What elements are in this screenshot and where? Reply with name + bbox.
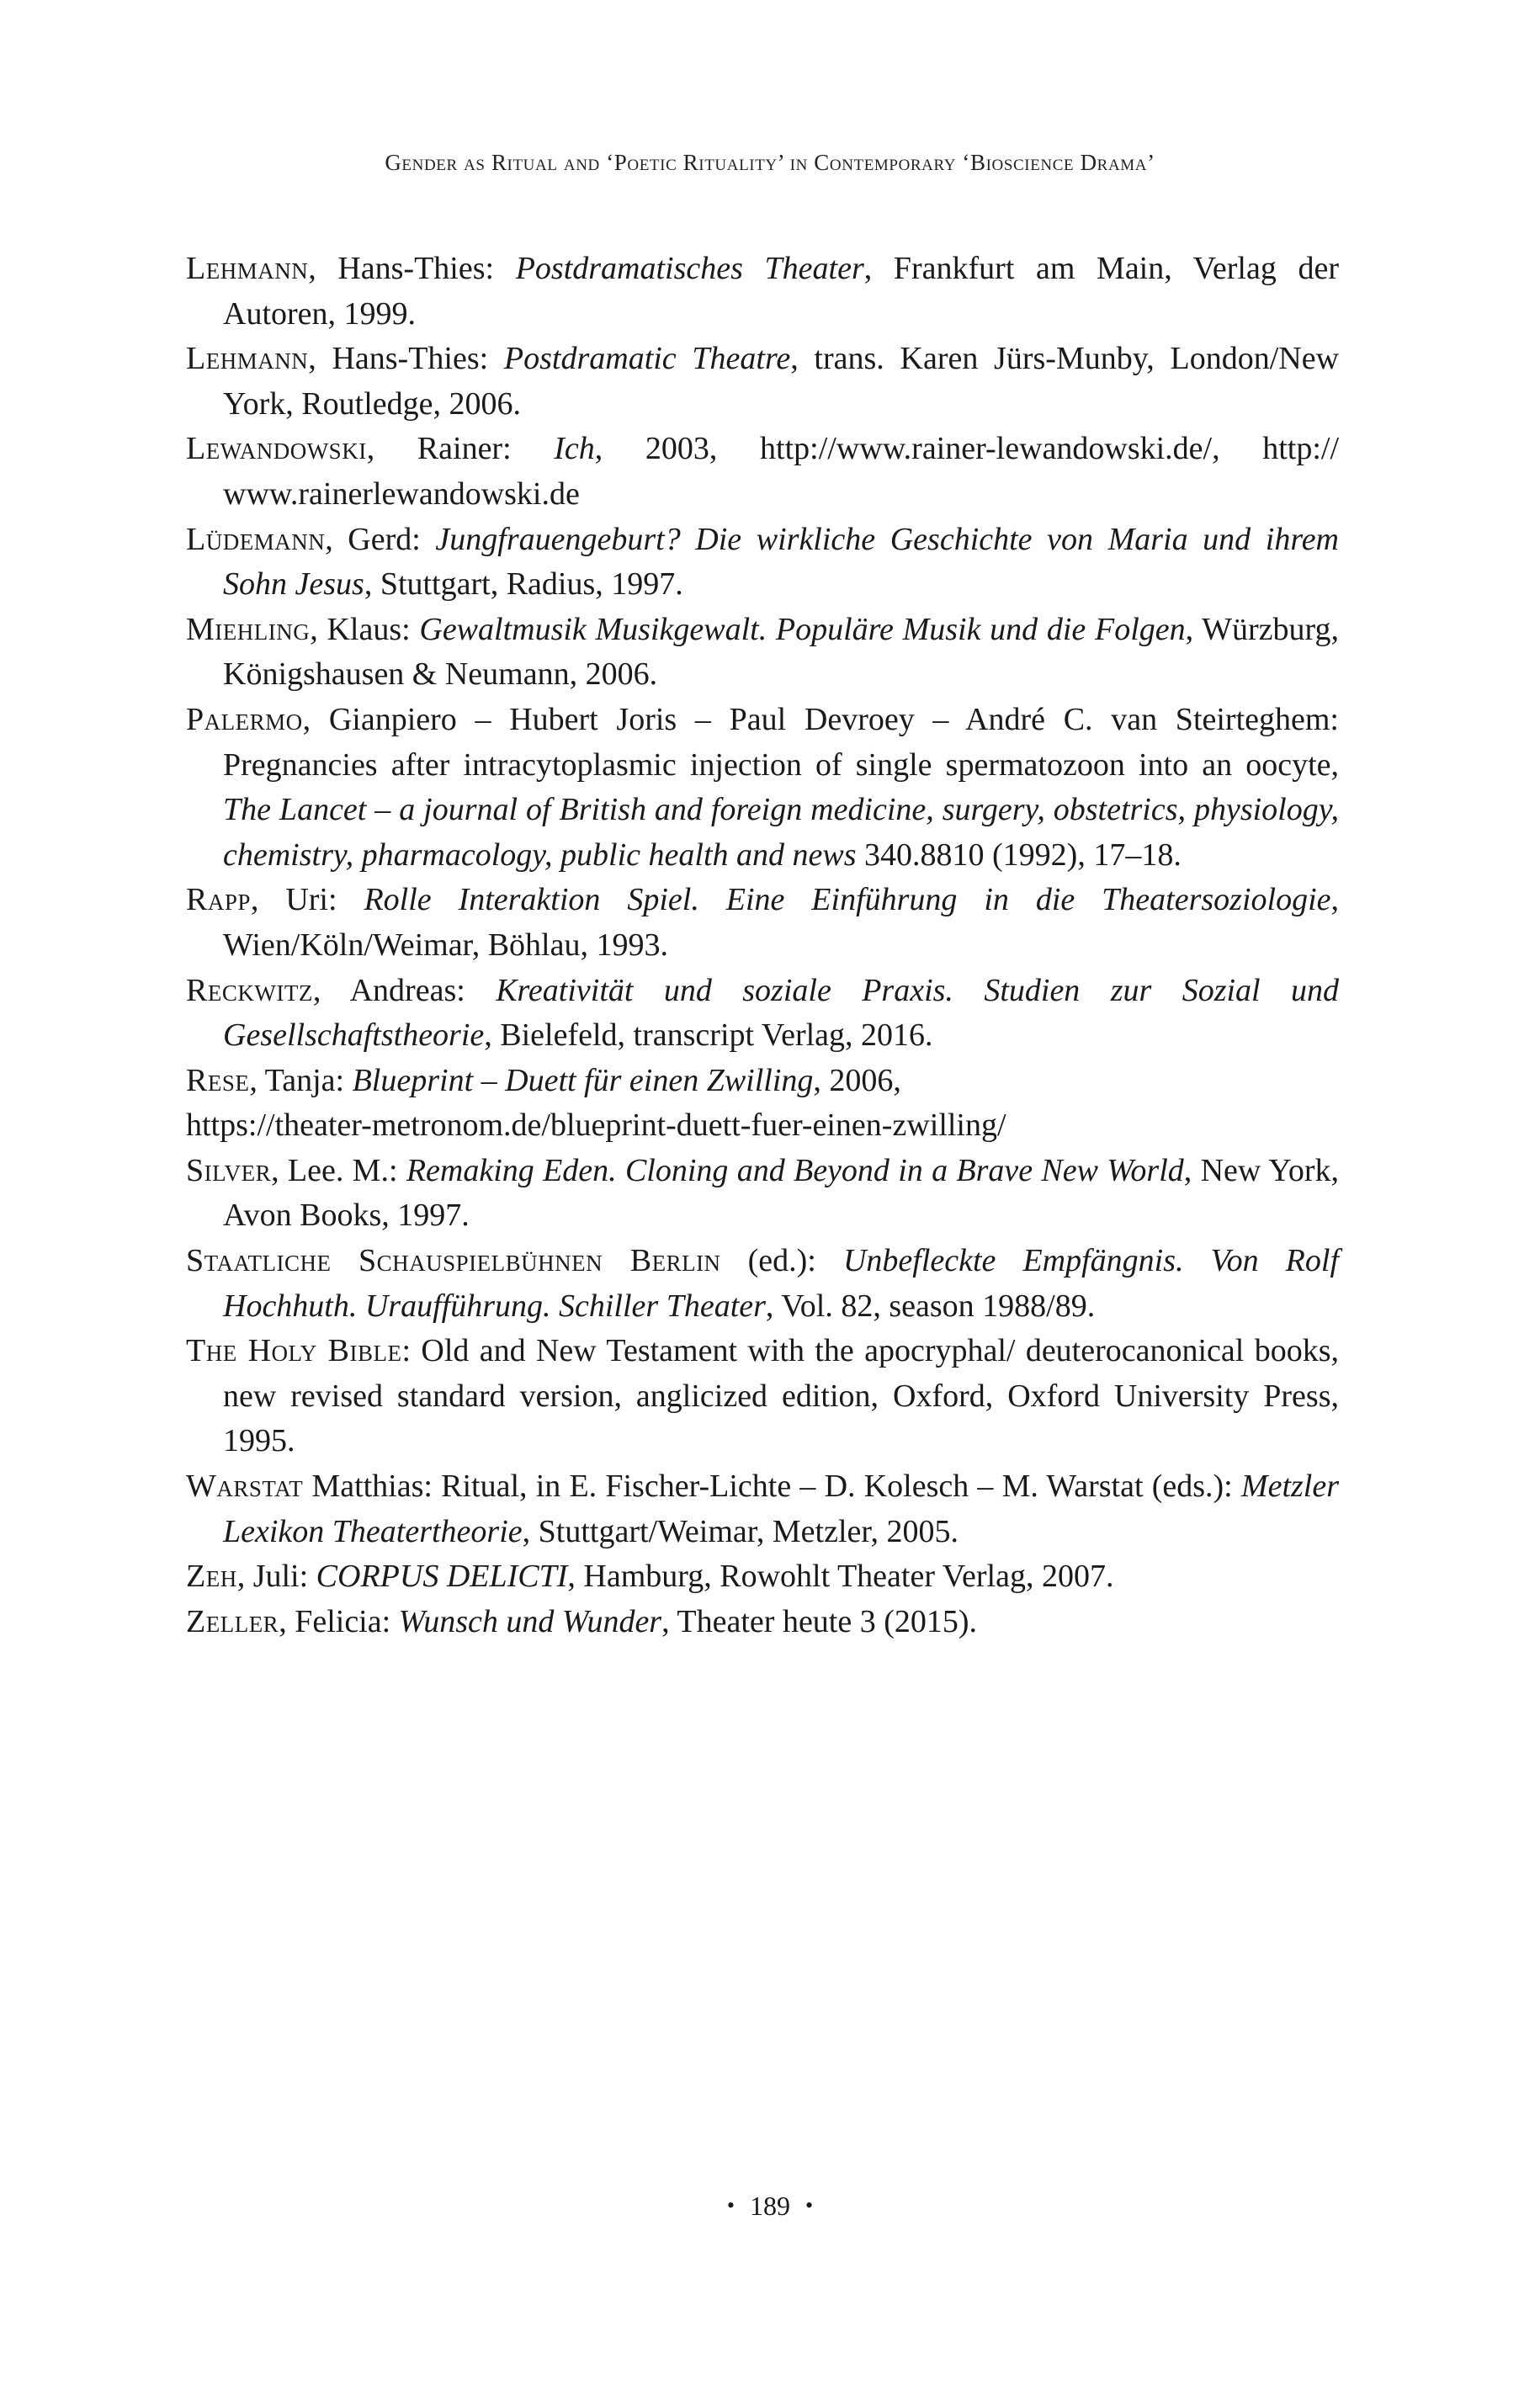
entry-post: , Wien/Köln/Weimar, Böhlau, 1993. (223, 882, 1339, 963)
bibliography-entry (186, 1239, 1339, 1329)
entry-post: , Vol. 82, season 1988/89. (765, 1288, 1096, 1324)
entry-author: Zeh (186, 1559, 237, 1595)
entry-author: Lüdemann (186, 521, 326, 557)
entry-title: Jungfrauengeburt? Die wirkliche Geschichte von Maria und ihrem Sohn Jesus (223, 521, 1339, 603)
entry-pre: , Juli: (236, 1559, 316, 1595)
entry-title: Remaking Eden. Cloning and Beyond in a Brave New World (406, 1152, 1184, 1188)
bibliography-entry (186, 518, 1339, 608)
entry-pre: Matthias: Ritual, in E. Fischer-Lichte – D. Kolesch – M. Warstat (eds.): (303, 1469, 1241, 1505)
entry-pre: , Gianpiero – Hubert Joris – Paul Devroey – André C. van Steirteghem: Pregnancies after intracytoplasmic injection of single spermatozoon into an oocyte, (223, 701, 1339, 783)
entry-author: Palermo (186, 701, 303, 737)
entry-title: Unbefleckte Empfängnis. Von Rolf Hochhuth. Uraufführung. Schiller Theater (223, 1243, 1339, 1324)
entry-author: Lewandowski (186, 431, 367, 467)
entry-post: 340.8810 (1992), 17–18. (856, 837, 1182, 873)
entry-author: Warstat (186, 1469, 304, 1505)
entry-post: , Theater heute 3 (2015). (661, 1603, 978, 1639)
bullet-right-icon: • (805, 2193, 814, 2218)
bibliography-list (186, 247, 1339, 1644)
entry-post: , Hamburg, Rowohlt Theater Verlag, 2007. (567, 1559, 1114, 1595)
entry-post: , 2003, http://www.rainer-lewandowski.de/, http:// www.rainerlewandowski.de (223, 431, 1339, 512)
entry-pre: (ed.): (720, 1243, 843, 1279)
entry-author: Zeller (186, 1603, 279, 1639)
entry-author: Rese (186, 1062, 250, 1098)
entry-author: The Holy Bible (186, 1333, 402, 1369)
entry-post: , 2006, (813, 1062, 901, 1098)
entry-title: Gewaltmusik Musikgewalt. Populäre Musik und die Folgen (419, 611, 1186, 647)
entry-post: , Stuttgart/Weimar, Metzler, 2005. (522, 1513, 959, 1549)
entry-title: Postdramatisches Theater (515, 251, 864, 286)
entry-pre: , Tanja: (249, 1062, 353, 1098)
entry-pre: , Klaus: (310, 611, 420, 647)
entry-author: Reckwitz (186, 972, 313, 1008)
bibliography-entry (186, 1149, 1339, 1239)
entry-title: Kreativität und soziale Praxis. Studien zur Sozial und Gesellschaftstheorie (223, 972, 1339, 1054)
entry-author: Silver (186, 1152, 272, 1188)
entry-title: Rolle Interaktion Spiel. Eine Einführung in die Theatersoziologie (364, 882, 1331, 918)
entry-pre: , Gerd: (325, 521, 436, 557)
entry-pre: , Andreas: (312, 972, 497, 1008)
entry-title: CORPUS DELICTI (316, 1559, 568, 1595)
entry-author: Rapp (186, 882, 251, 918)
entry-post: , Frankfurt am Main, Verlag der Autoren, 1999. (223, 251, 1339, 332)
entry-post: , Stuttgart, Radius, 1997. (364, 566, 683, 603)
entry-pre: , Lee. M.: (271, 1152, 406, 1188)
entry-pre: , Felicia: (279, 1603, 399, 1639)
bibliography-entry (186, 337, 1339, 427)
entry-title: Ich (554, 431, 595, 467)
running-head: Gender as Ritual and ‘Poetic Rituality’ in Contemporary ‘Bioscience Drama’ (385, 150, 1155, 175)
bibliography-entry (186, 608, 1339, 698)
entry-pre: , Hans-Thies: (308, 341, 504, 377)
bibliography-entry (186, 427, 1339, 517)
bibliography-entry (186, 247, 1339, 337)
bibliography-entry (186, 1329, 1339, 1464)
bullet-left-icon: • (726, 2193, 735, 2218)
bibliography-entry (186, 878, 1339, 968)
entry-pre: , Hans-Thies: (308, 251, 516, 286)
bibliography-entry (186, 698, 1339, 878)
entry-author: Lehmann (186, 341, 309, 377)
entry-pre: , Uri: (250, 882, 364, 918)
entry-author: Lehmann (186, 251, 309, 286)
entry-post: , New York, Avon Books, 1997. (223, 1152, 1340, 1234)
entry-author: Miehling (186, 611, 311, 647)
entry-url-line: https://theater-metronom.de/blueprint-duett-fuer-einen-zwilling/ (186, 1108, 1006, 1144)
bibliography-entry (186, 1059, 1339, 1104)
entry-pre: , Rainer: (366, 431, 555, 467)
bibliography-entry (186, 969, 1339, 1059)
entry-post: , trans. Karen Jürs-Munby, London/New York, Routledge, 2006. (223, 341, 1340, 422)
entry-post: , Würzburg, Königshausen & Neumann, 2006. (223, 611, 1339, 693)
entry-post: , Bielefeld, transcript Verlag, 2016. (484, 1017, 933, 1054)
bibliography-entry (186, 1554, 1339, 1600)
bibliography-entry (186, 1600, 1339, 1645)
entry-title: Wunsch und Wunder (398, 1603, 662, 1639)
page-number-footer (0, 2191, 1540, 2222)
bibliography-entry (186, 1464, 1339, 1554)
page-number: 189 (750, 2191, 790, 2221)
entry-title: The Lancet – a journal of British and foreign medicine, surgery, obstetrics, physiology, chemistry, pharmacology, public health and news (223, 792, 1339, 873)
entry-title: Metzler Lexikon Theatertheorie (223, 1469, 1339, 1549)
entry-title: Blueprint – Duett für einen Zwilling (352, 1062, 814, 1098)
entry-author: Staatliche Schauspielbühnen Berlin (186, 1243, 721, 1279)
entry-title: Postdramatic Theatre (503, 341, 791, 377)
entry-pre: : Old and New Testament with the apocryphal/ deuterocanonical books, new revised standard version, anglicized edition, Oxford, Oxford University Press, 1995. (223, 1333, 1339, 1459)
